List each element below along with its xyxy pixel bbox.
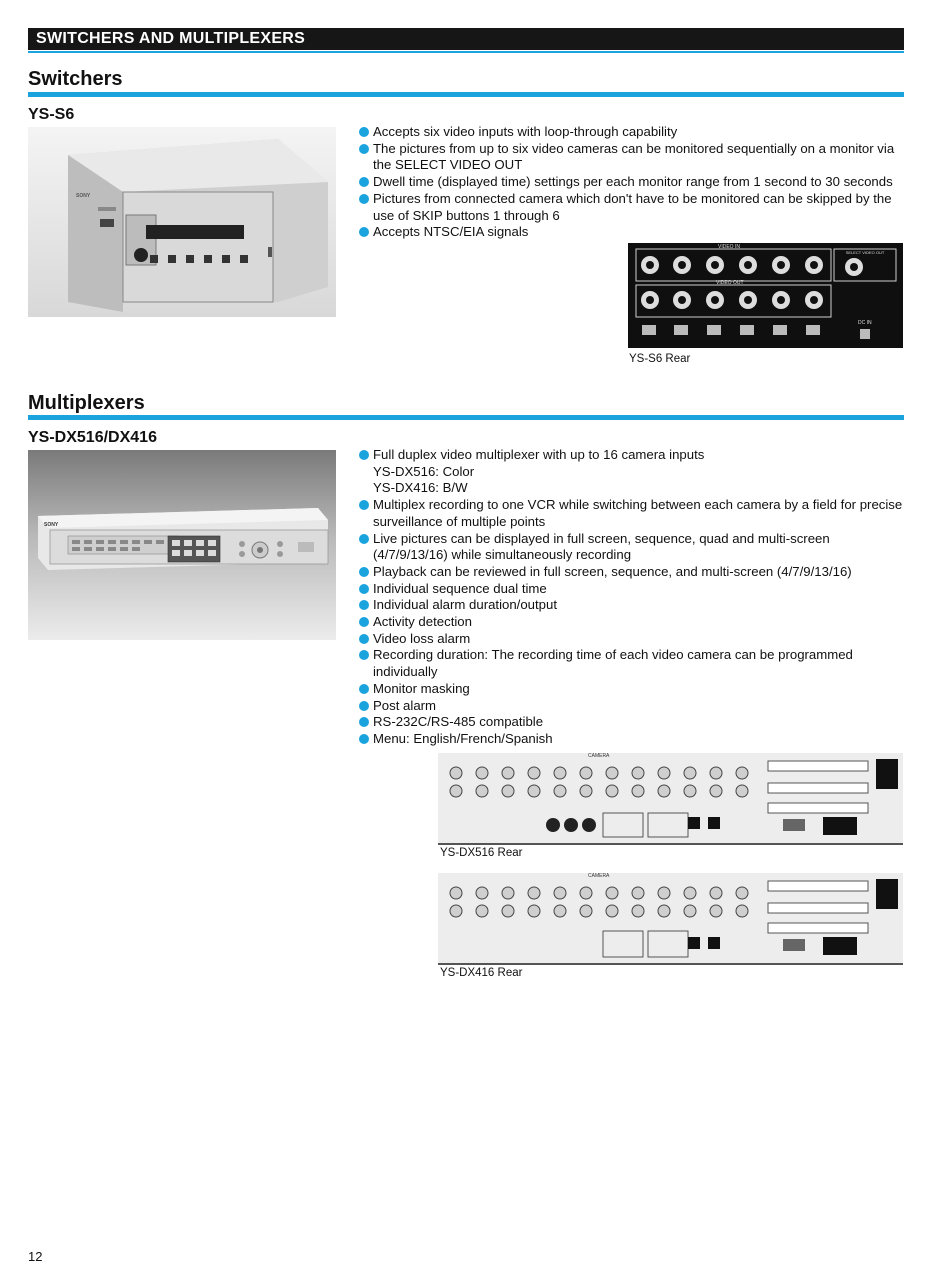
section-rule [28, 51, 904, 53]
switchers-heading: Switchers [28, 68, 123, 90]
ys-dx516-rear-caption: YS-DX516 Rear [440, 847, 523, 859]
section-title-bar [28, 28, 904, 50]
list-item: Accepts six video inputs with loop-through capability [359, 124, 904, 141]
switchers-model: YS-S6 [28, 106, 75, 123]
list-item: Pictures from connected camera which don't have to be monitored can be skipped by the use of SKIP buttons 1 through 6 [359, 191, 904, 224]
dc-in-label: DC IN [858, 320, 872, 326]
ys-s6-front-logo: SONY [76, 193, 91, 199]
bullet-icon [359, 144, 369, 154]
ys-dx516-front-logo: SONY [44, 522, 59, 528]
bullet-icon [359, 600, 369, 610]
switchers-feature-list [359, 124, 904, 241]
bullet-icon [359, 634, 369, 644]
bullet-icon [359, 534, 369, 544]
ys-dx416-rear-photo [438, 873, 903, 965]
bullet-icon [359, 177, 369, 187]
bullet-icon [359, 734, 369, 744]
multiplexers-heading: Multiplexers [28, 392, 145, 414]
list-item: Post alarm [359, 698, 904, 715]
bullet-icon [359, 500, 369, 510]
bullet-icon [359, 584, 369, 594]
ys-s6-rear-caption: YS-S6 Rear [629, 353, 691, 365]
list-item: Multiplex recording to one VCR while switching between each camera by a field for precise surveillance of multiple points [359, 497, 904, 530]
switchers-rule [28, 92, 904, 97]
bullet-icon [359, 684, 369, 694]
select-video-out-label: SELECT VIDEO OUT [845, 250, 885, 255]
list-item: Accepts NTSC/EIA signals [359, 224, 904, 241]
video-out-label: VIDEO OUT [716, 280, 744, 286]
bullet-icon [359, 194, 369, 204]
list-item: Video loss alarm [359, 631, 904, 648]
list-item: The pictures from up to six video cameras can be monitored sequentially on a monitor via the SELECT VIDEO OUT [359, 141, 904, 174]
ys-dx416-camera-label: CAMERA [588, 873, 610, 879]
ys-dx516-camera-label: CAMERA [588, 753, 610, 759]
sub-item: YS-DX416: B/W [373, 480, 468, 496]
page-number: 12 [28, 1249, 43, 1264]
bullet-icon [359, 567, 369, 577]
ys-dx516-front-photo [28, 450, 336, 640]
list-item: Live pictures can be displayed in full screen, sequence, quad and multi-screen (4/7/9/13/16) while simultaneously recording [359, 531, 904, 564]
multiplexers-model: YS-DX516/DX416 [28, 429, 157, 446]
list-item: Monitor masking [359, 681, 904, 698]
list-item: Dwell time (displayed time) settings per each monitor range from 1 second to 30 seconds [359, 174, 904, 191]
list-item: Individual sequence dual time [359, 581, 904, 598]
bullet-icon [359, 127, 369, 137]
video-in-label: VIDEO IN [718, 244, 740, 250]
bullet-icon [359, 701, 369, 711]
bullet-icon [359, 717, 369, 727]
section-title: SWITCHERS AND MULTIPLEXERS [36, 30, 306, 47]
sub-item: YS-DX516: Color [373, 463, 475, 479]
list-item: Activity detection [359, 614, 904, 631]
multiplexers-rule [28, 415, 904, 420]
ys-dx516-rear-photo [438, 753, 903, 845]
ys-dx416-rear-caption: YS-DX416 Rear [440, 967, 523, 979]
bullet-icon [359, 227, 369, 237]
bullet-icon [359, 450, 369, 460]
bullet-icon [359, 617, 369, 627]
bullet-icon [359, 650, 369, 660]
list-item: Playback can be reviewed in full screen, sequence, and multi-screen (4/7/9/13/16) [359, 564, 904, 581]
list-item: Full duplex video multiplexer with up to 16 camera inputs YS-DX516: Color YS-DX416: B/W [359, 447, 904, 497]
multiplexers-feature-list [359, 447, 904, 748]
list-item: Recording duration: The recording time of each video camera can be programmed individually [359, 647, 904, 680]
ys-s6-rear-photo [628, 243, 903, 348]
list-item: Menu: English/French/Spanish [359, 731, 904, 748]
list-item: Individual alarm duration/output [359, 597, 904, 614]
list-item: RS-232C/RS-485 compatible [359, 714, 904, 731]
ys-s6-front-photo [28, 127, 336, 317]
